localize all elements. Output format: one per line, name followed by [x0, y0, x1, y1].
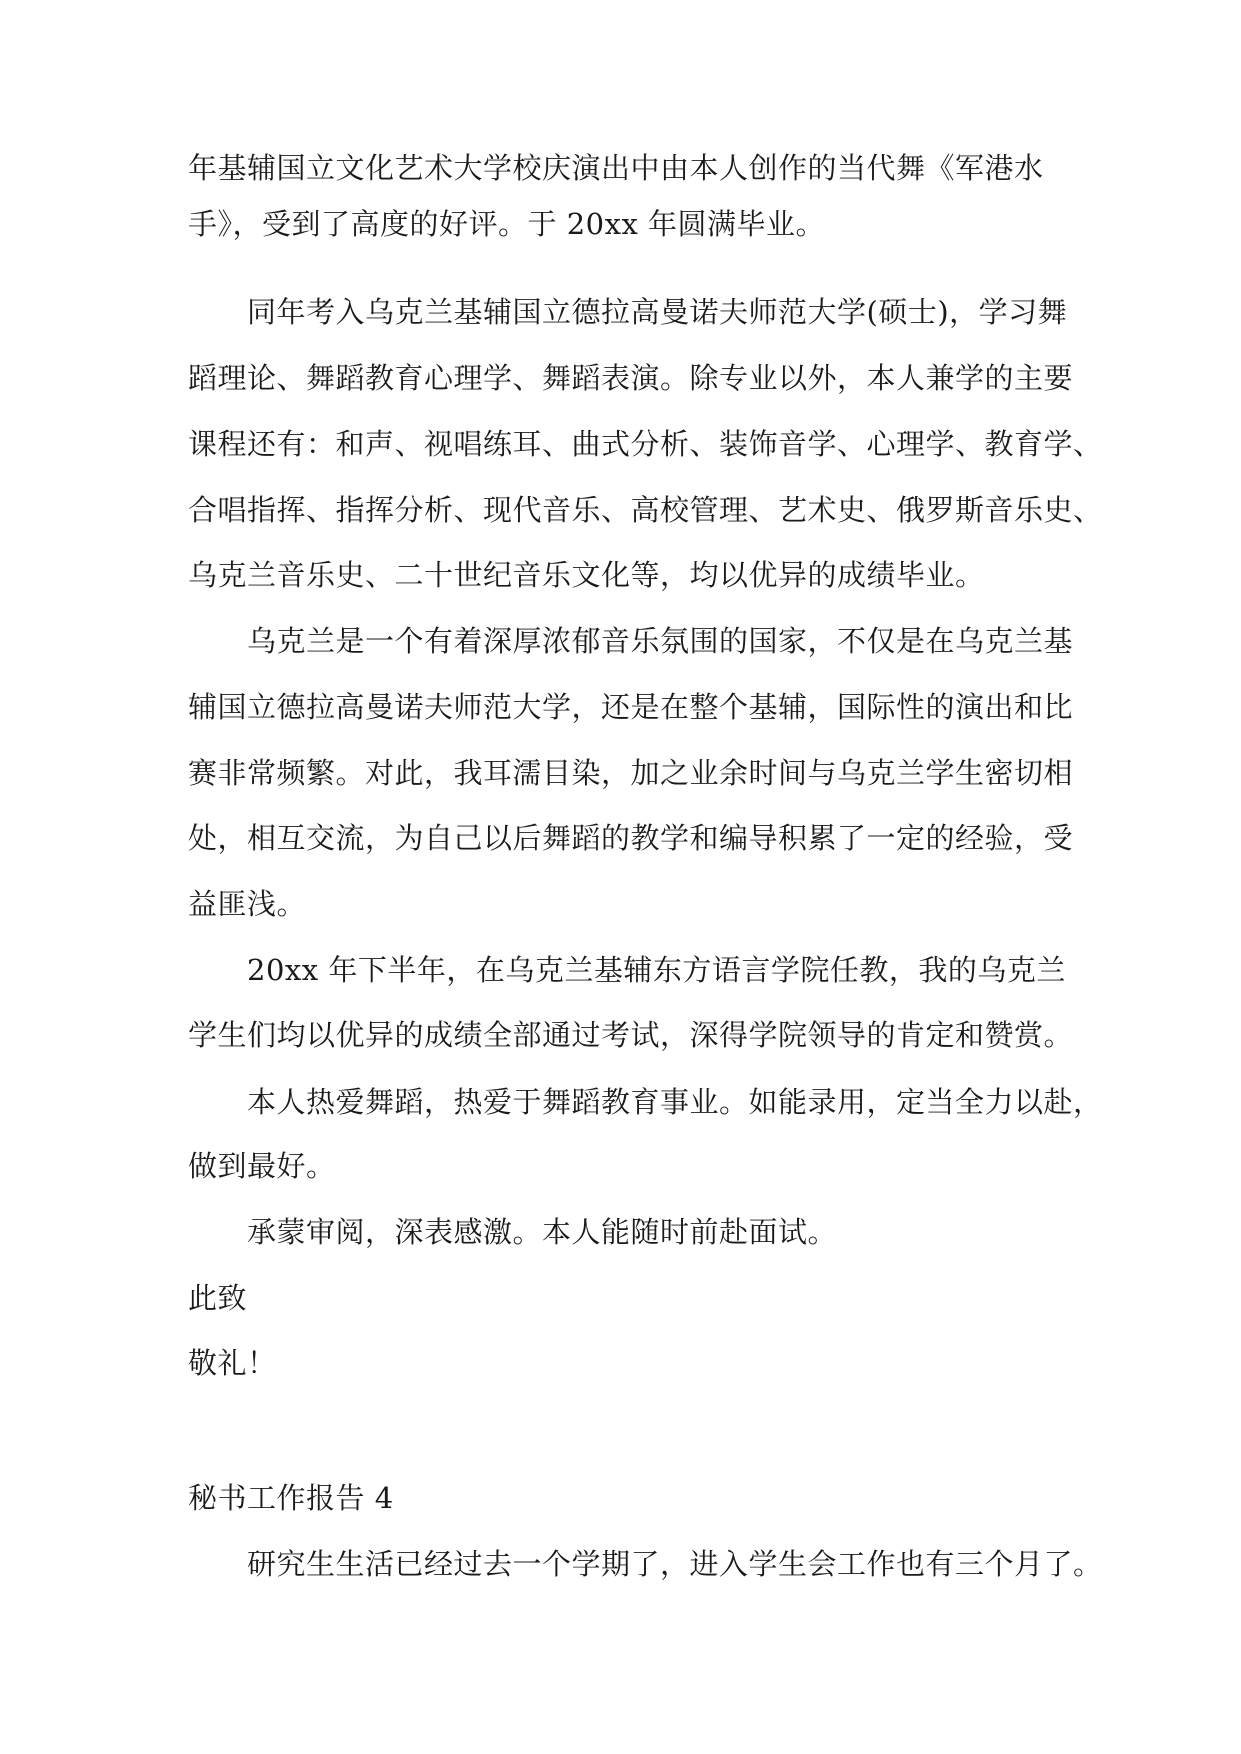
paragraph-line: 同年考入乌克兰基辅国立德拉高曼诺夫师范大学(硕士)，学习舞: [247, 295, 1068, 329]
paragraph-line: 赛非常频繁。对此，我耳濡目染，加之业余时间与乌克兰学生密切相: [188, 756, 1074, 790]
paragraph-line: 学生们均以优异的成绩全部通过考试，深得学院领导的肯定和赞赏。: [188, 1018, 1074, 1052]
closing-regards: 敬礼！: [188, 1346, 277, 1380]
paragraph-line: 处，相互交流，为自己以后舞蹈的教学和编导积累了一定的经验，受: [188, 821, 1074, 855]
paragraph-line: 益匪浅。: [188, 887, 307, 921]
paragraph-line: 蹈理论、舞蹈教育心理学、舞蹈表演。除专业以外，本人兼学的主要: [188, 361, 1074, 395]
section-title: 秘书工作报告 4: [188, 1481, 394, 1515]
paragraph-line: 课程还有：和声、视唱练耳、曲式分析、装饰音学、心理学、教育学、: [188, 427, 1103, 461]
paragraph-line: 做到最好。: [188, 1149, 336, 1183]
paragraph-line: 手》，受到了高度的好评。于 20xx 年圆满毕业。: [188, 207, 826, 241]
paragraph-line: 合唱指挥、指挥分析、现代音乐、高校管理、艺术史、俄罗斯音乐史、: [188, 493, 1103, 527]
paragraph-line: 乌克兰是一个有着深厚浓郁音乐氛围的国家，不仅是在乌克兰基: [247, 624, 1074, 658]
paragraph-line: 20xx 年下半年，在乌克兰基辅东方语言学院任教，我的乌克兰: [247, 953, 1066, 987]
paragraph-line: 承蒙审阅，深表感激。本人能随时前赴面试。: [247, 1215, 838, 1249]
paragraph-line: 研究生生活已经过去一个学期了，进入学生会工作也有三个月了。: [247, 1547, 1103, 1581]
paragraph-line: 年基辅国立文化艺术大学校庆演出中由本人创作的当代舞《军港水: [188, 151, 1044, 185]
closing-salutation: 此致: [188, 1281, 248, 1315]
paragraph-line: 辅国立德拉高曼诺夫师范大学，还是在整个基辅，国际性的演出和比: [188, 690, 1074, 724]
paragraph-line: 本人热爱舞蹈，热爱于舞蹈教育事业。如能录用，定当全力以赴，: [247, 1085, 1103, 1119]
paragraph-line: 乌克兰音乐史、二十世纪音乐文化等，均以优异的成绩毕业。: [188, 558, 985, 592]
